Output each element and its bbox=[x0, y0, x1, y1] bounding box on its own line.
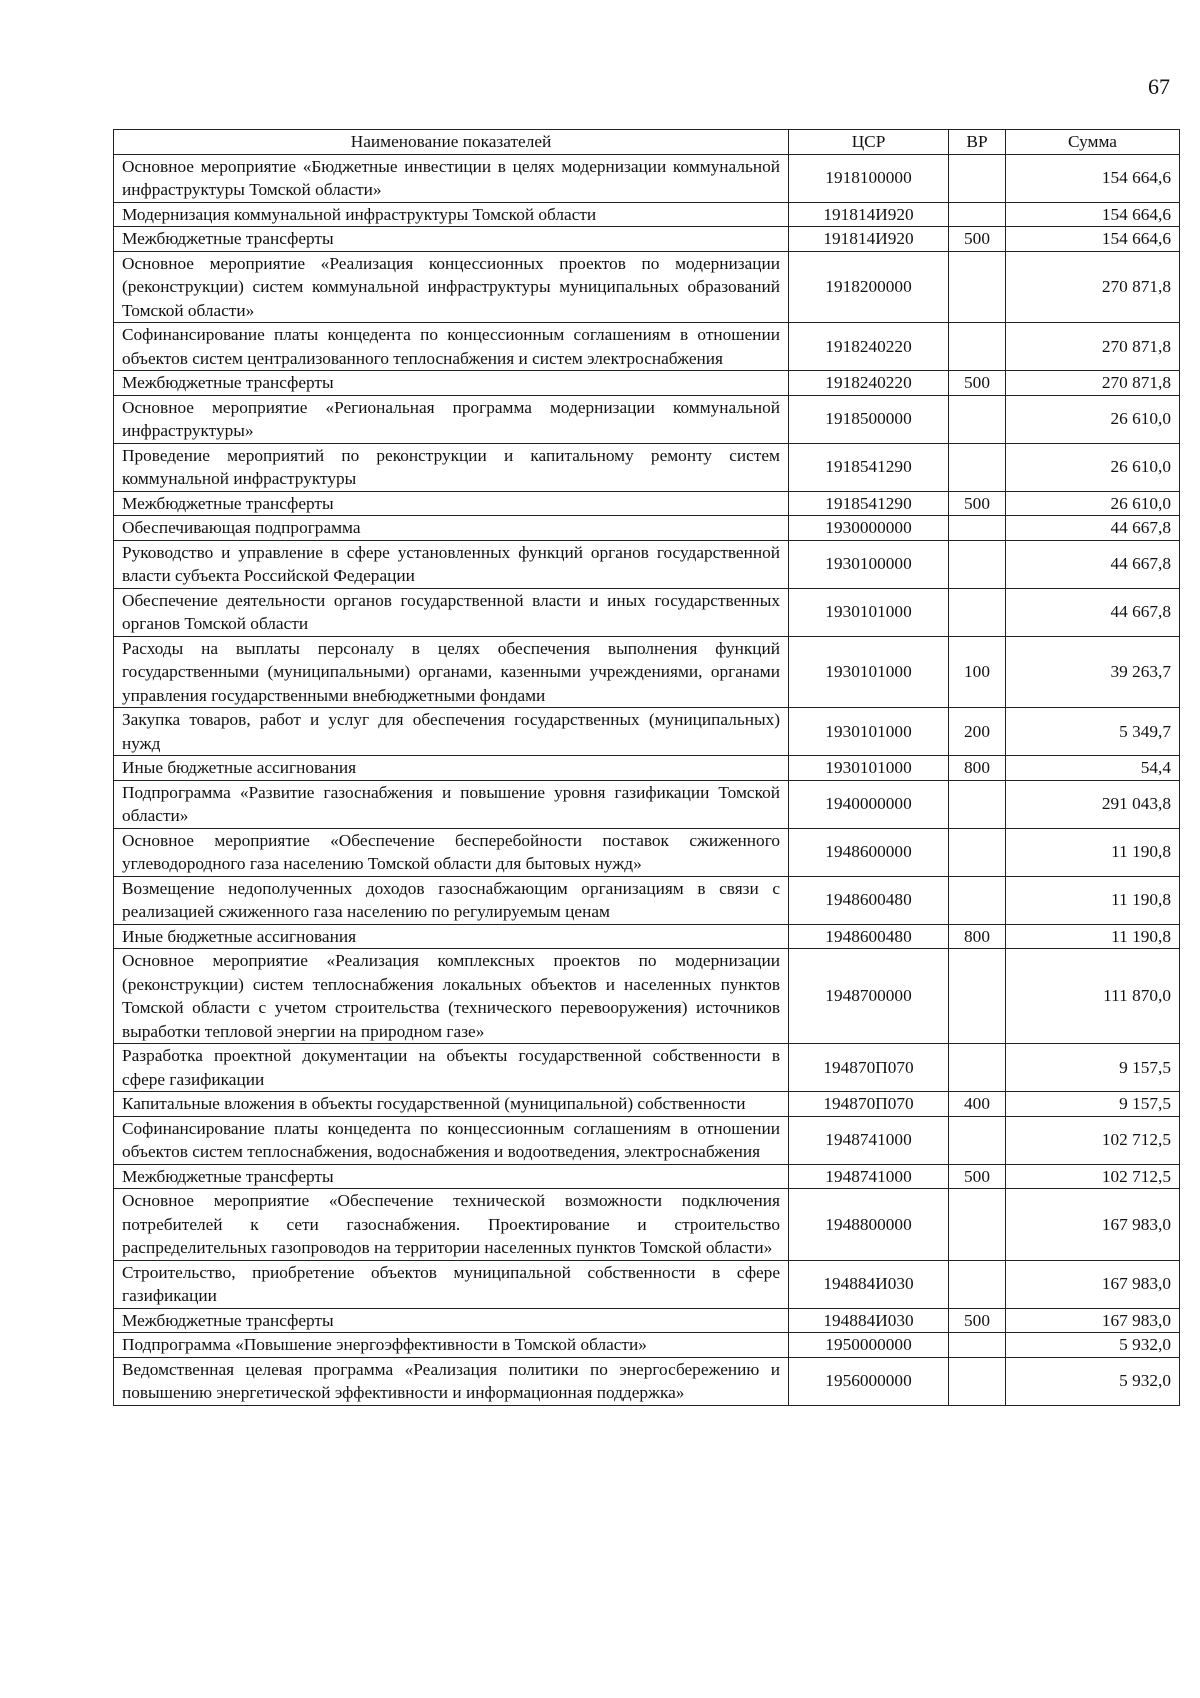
row-csr-cell: 1930101000 bbox=[789, 708, 949, 756]
row-vr-cell bbox=[949, 876, 1006, 924]
row-vr-cell bbox=[949, 1357, 1006, 1405]
row-csr-cell: 1956000000 bbox=[789, 1357, 949, 1405]
row-name-cell: Обеспечивающая подпрограмма bbox=[114, 516, 789, 541]
row-sum-cell: 26 610,0 bbox=[1006, 395, 1180, 443]
row-vr-cell: 400 bbox=[949, 1092, 1006, 1117]
row-vr-cell bbox=[949, 828, 1006, 876]
row-vr-cell: 500 bbox=[949, 1308, 1006, 1333]
row-csr-cell: 1948700000 bbox=[789, 949, 949, 1044]
row-name-cell: Межбюджетные трансферты bbox=[114, 1164, 789, 1189]
row-name-cell: Софинансирование платы концедента по концессионным соглашениям в отношении объектов систем централизованного теплоснабжения и систем электроснабжения bbox=[114, 323, 789, 371]
table-row bbox=[114, 443, 1180, 491]
row-vr-cell bbox=[949, 251, 1006, 323]
row-name-cell: Руководство и управление в сфере установленных функций органов государственной власти субъекта Российской Федерации bbox=[114, 540, 789, 588]
row-sum-cell: 270 871,8 bbox=[1006, 323, 1180, 371]
row-sum-cell: 291 043,8 bbox=[1006, 780, 1180, 828]
row-name-cell: Возмещение недополученных доходов газоснабжающим организациям в связи с реализацией сжиженного газа населению по регулируемым ценам bbox=[114, 876, 789, 924]
row-name-cell: Подпрограмма «Развитие газоснабжения и повышение уровня газификации Томской области» bbox=[114, 780, 789, 828]
row-name-cell: Строительство, приобретение объектов муниципальной собственности в сфере газификации bbox=[114, 1260, 789, 1308]
row-csr-cell: 1918240220 bbox=[789, 371, 949, 396]
header-sum: Сумма bbox=[1006, 130, 1180, 155]
row-csr-cell: 1918200000 bbox=[789, 251, 949, 323]
row-csr-cell: 1948600000 bbox=[789, 828, 949, 876]
row-name-cell: Иные бюджетные ассигнования bbox=[114, 924, 789, 949]
row-vr-cell bbox=[949, 202, 1006, 227]
row-vr-cell bbox=[949, 1333, 1006, 1358]
row-name-cell: Модернизация коммунальной инфраструктуры Томской области bbox=[114, 202, 789, 227]
row-csr-cell: 1930100000 bbox=[789, 540, 949, 588]
table-row bbox=[114, 323, 1180, 371]
row-vr-cell: 500 bbox=[949, 227, 1006, 252]
budget-table bbox=[113, 129, 1180, 1406]
row-csr-cell: 1930101000 bbox=[789, 636, 949, 708]
table-row bbox=[114, 756, 1180, 781]
row-name-cell: Закупка товаров, работ и услуг для обеспечения государственных (муниципальных) нужд bbox=[114, 708, 789, 756]
table-row bbox=[114, 1164, 1180, 1189]
row-csr-cell: 1918240220 bbox=[789, 323, 949, 371]
row-sum-cell: 167 983,0 bbox=[1006, 1260, 1180, 1308]
row-csr-cell: 1918541290 bbox=[789, 491, 949, 516]
row-name-cell: Основное мероприятие «Обеспечение бесперебойности поставок сжиженного углеводородного газа населению Томской области для бытовых нужд» bbox=[114, 828, 789, 876]
table-row bbox=[114, 371, 1180, 396]
row-sum-cell: 270 871,8 bbox=[1006, 251, 1180, 323]
row-sum-cell: 5 932,0 bbox=[1006, 1333, 1180, 1358]
row-vr-cell bbox=[949, 154, 1006, 202]
row-name-cell: Капитальные вложения в объекты государственной (муниципальной) собственности bbox=[114, 1092, 789, 1117]
row-name-cell: Иные бюджетные ассигнования bbox=[114, 756, 789, 781]
row-csr-cell: 1930101000 bbox=[789, 588, 949, 636]
table-row bbox=[114, 636, 1180, 708]
row-sum-cell: 44 667,8 bbox=[1006, 540, 1180, 588]
row-name-cell: Основное мероприятие «Реализация концессионных проектов по модернизации (реконструкции) систем коммунальной инфраструктуры муниципальных образований Томской области» bbox=[114, 251, 789, 323]
row-vr-cell bbox=[949, 780, 1006, 828]
row-sum-cell: 54,4 bbox=[1006, 756, 1180, 781]
table-row bbox=[114, 708, 1180, 756]
row-vr-cell bbox=[949, 1260, 1006, 1308]
row-name-cell: Межбюджетные трансферты bbox=[114, 227, 789, 252]
table-row bbox=[114, 588, 1180, 636]
row-name-cell: Основное мероприятие «Бюджетные инвестиции в целях модернизации коммунальной инфраструктуры Томской области» bbox=[114, 154, 789, 202]
table-row bbox=[114, 924, 1180, 949]
table-row bbox=[114, 1116, 1180, 1164]
table-row bbox=[114, 876, 1180, 924]
row-vr-cell bbox=[949, 540, 1006, 588]
table-row bbox=[114, 1333, 1180, 1358]
table-header-row bbox=[114, 130, 1180, 155]
row-csr-cell: 1948741000 bbox=[789, 1116, 949, 1164]
row-sum-cell: 167 983,0 bbox=[1006, 1308, 1180, 1333]
table-row bbox=[114, 202, 1180, 227]
row-csr-cell: 1930101000 bbox=[789, 756, 949, 781]
row-sum-cell: 154 664,6 bbox=[1006, 202, 1180, 227]
row-csr-cell: 194870П070 bbox=[789, 1044, 949, 1092]
row-sum-cell: 44 667,8 bbox=[1006, 588, 1180, 636]
header-csr: ЦСР bbox=[789, 130, 949, 155]
row-csr-cell: 1948800000 bbox=[789, 1189, 949, 1261]
table-row bbox=[114, 1308, 1180, 1333]
row-sum-cell: 26 610,0 bbox=[1006, 443, 1180, 491]
table-row bbox=[114, 251, 1180, 323]
row-sum-cell: 102 712,5 bbox=[1006, 1164, 1180, 1189]
row-vr-cell: 200 bbox=[949, 708, 1006, 756]
table-row bbox=[114, 227, 1180, 252]
row-csr-cell: 1918100000 bbox=[789, 154, 949, 202]
row-name-cell: Расходы на выплаты персоналу в целях обеспечения выполнения функций государственными (муниципальными) органами, казенными учреждениями, органами управления государственными внебюджетными фондами bbox=[114, 636, 789, 708]
row-sum-cell: 154 664,6 bbox=[1006, 154, 1180, 202]
row-name-cell: Обеспечение деятельности органов государственной власти и иных государственных органов Томской области bbox=[114, 588, 789, 636]
row-vr-cell: 800 bbox=[949, 924, 1006, 949]
table-row bbox=[114, 828, 1180, 876]
row-name-cell: Межбюджетные трансферты bbox=[114, 371, 789, 396]
row-sum-cell: 11 190,8 bbox=[1006, 828, 1180, 876]
row-vr-cell bbox=[949, 1044, 1006, 1092]
table-row bbox=[114, 780, 1180, 828]
row-sum-cell: 39 263,7 bbox=[1006, 636, 1180, 708]
table-row bbox=[114, 1044, 1180, 1092]
row-vr-cell bbox=[949, 395, 1006, 443]
row-vr-cell: 800 bbox=[949, 756, 1006, 781]
table-row bbox=[114, 1357, 1180, 1405]
row-vr-cell: 500 bbox=[949, 371, 1006, 396]
row-sum-cell: 111 870,0 bbox=[1006, 949, 1180, 1044]
row-sum-cell: 167 983,0 bbox=[1006, 1189, 1180, 1261]
table-row bbox=[114, 516, 1180, 541]
row-sum-cell: 11 190,8 bbox=[1006, 876, 1180, 924]
row-name-cell: Основное мероприятие «Обеспечение технической возможности подключения потребителей к сети газоснабжения. Проектирование и строительство распределительных газопроводов на территории населенных пунктов Томской области» bbox=[114, 1189, 789, 1261]
row-sum-cell: 102 712,5 bbox=[1006, 1116, 1180, 1164]
row-sum-cell: 5 932,0 bbox=[1006, 1357, 1180, 1405]
table-row bbox=[114, 395, 1180, 443]
row-sum-cell: 5 349,7 bbox=[1006, 708, 1180, 756]
row-csr-cell: 1948600480 bbox=[789, 876, 949, 924]
row-sum-cell: 26 610,0 bbox=[1006, 491, 1180, 516]
row-vr-cell bbox=[949, 323, 1006, 371]
row-csr-cell: 194870П070 bbox=[789, 1092, 949, 1117]
row-name-cell: Проведение мероприятий по реконструкции и капитальному ремонту систем коммунальной инфраструктуры bbox=[114, 443, 789, 491]
row-sum-cell: 9 157,5 bbox=[1006, 1044, 1180, 1092]
row-vr-cell: 100 bbox=[949, 636, 1006, 708]
row-name-cell: Ведомственная целевая программа «Реализация политики по энергосбережению и повышению энергетической эффективности и информационная поддержка» bbox=[114, 1357, 789, 1405]
row-name-cell: Разработка проектной документации на объекты государственной собственности в сфере газификации bbox=[114, 1044, 789, 1092]
row-name-cell: Межбюджетные трансферты bbox=[114, 1308, 789, 1333]
row-vr-cell: 500 bbox=[949, 1164, 1006, 1189]
table-row bbox=[114, 1092, 1180, 1117]
row-sum-cell: 9 157,5 bbox=[1006, 1092, 1180, 1117]
row-vr-cell: 500 bbox=[949, 491, 1006, 516]
row-sum-cell: 270 871,8 bbox=[1006, 371, 1180, 396]
table-row bbox=[114, 540, 1180, 588]
row-sum-cell: 11 190,8 bbox=[1006, 924, 1180, 949]
table-row bbox=[114, 1260, 1180, 1308]
row-csr-cell: 1950000000 bbox=[789, 1333, 949, 1358]
row-vr-cell bbox=[949, 516, 1006, 541]
page-number: 67 bbox=[1148, 74, 1170, 99]
row-csr-cell: 1930000000 bbox=[789, 516, 949, 541]
row-csr-cell: 1948600480 bbox=[789, 924, 949, 949]
header-name: Наименование показателей bbox=[114, 130, 789, 155]
row-name-cell: Подпрограмма «Повышение энергоэффективности в Томской области» bbox=[114, 1333, 789, 1358]
row-sum-cell: 44 667,8 bbox=[1006, 516, 1180, 541]
table-row bbox=[114, 491, 1180, 516]
row-vr-cell bbox=[949, 588, 1006, 636]
row-name-cell: Основное мероприятие «Региональная программа модернизации коммунальной инфраструктуры» bbox=[114, 395, 789, 443]
row-csr-cell: 191814И920 bbox=[789, 227, 949, 252]
table-body bbox=[114, 154, 1180, 1405]
row-csr-cell: 1948741000 bbox=[789, 1164, 949, 1189]
header-vr: ВР bbox=[949, 130, 1006, 155]
row-vr-cell bbox=[949, 443, 1006, 491]
row-csr-cell: 1940000000 bbox=[789, 780, 949, 828]
row-name-cell: Межбюджетные трансферты bbox=[114, 491, 789, 516]
row-name-cell: Основное мероприятие «Реализация комплексных проектов по модернизации (реконструкции) систем теплоснабжения локальных объектов и населенных пунктов Томской области с учетом строительства (технического перевооружения) источников выработки тепловой энергии на природном газе» bbox=[114, 949, 789, 1044]
row-csr-cell: 194884И030 bbox=[789, 1260, 949, 1308]
row-csr-cell: 1918541290 bbox=[789, 443, 949, 491]
table-row bbox=[114, 949, 1180, 1044]
row-sum-cell: 154 664,6 bbox=[1006, 227, 1180, 252]
row-vr-cell bbox=[949, 1116, 1006, 1164]
row-name-cell: Софинансирование платы концедента по концессионным соглашениям в отношении объектов систем теплоснабжения, водоснабжения и водоотведения, электроснабжения bbox=[114, 1116, 789, 1164]
row-vr-cell bbox=[949, 1189, 1006, 1261]
row-csr-cell: 191814И920 bbox=[789, 202, 949, 227]
table-row bbox=[114, 1189, 1180, 1261]
row-csr-cell: 194884И030 bbox=[789, 1308, 949, 1333]
row-vr-cell bbox=[949, 949, 1006, 1044]
table-row bbox=[114, 154, 1180, 202]
row-csr-cell: 1918500000 bbox=[789, 395, 949, 443]
